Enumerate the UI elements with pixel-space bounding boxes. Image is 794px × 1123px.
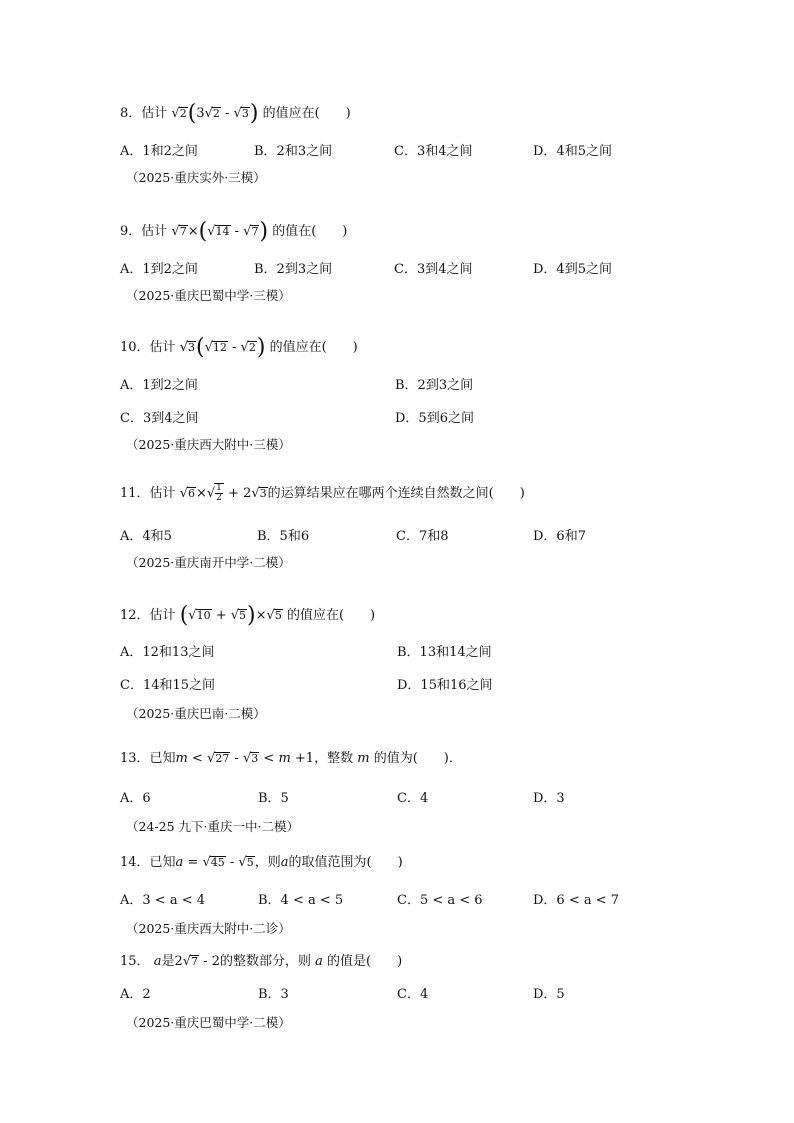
stem-prefix: 13．已知	[120, 751, 176, 766]
option-c[interactable]: C．4	[397, 791, 429, 806]
option-a[interactable]: A．6	[120, 791, 151, 806]
stem-mid: 的整数部分，则	[219, 954, 311, 969]
stem-suffix: 的值应在( )	[286, 608, 376, 623]
option-a[interactable]: A．12和13之间	[120, 645, 215, 660]
question-stem	[120, 335, 358, 360]
option-c[interactable]: C．4	[397, 987, 429, 1002]
question-stem	[120, 101, 351, 126]
variable-m: m	[357, 751, 370, 766]
option-d[interactable]: D．3	[533, 791, 565, 806]
option-d[interactable]: D．4和5之间	[533, 144, 612, 159]
stem-suffix: 的值应在( )	[269, 340, 358, 355]
option-d[interactable]: D．5	[533, 987, 565, 1002]
math-expression: m < √27 - √3 < m +1	[175, 751, 315, 766]
question-source: （2025·重庆南开中学·二模）	[126, 555, 291, 570]
option-b[interactable]: B．2到3之间	[254, 262, 333, 277]
option-a[interactable]: A．4和5	[120, 529, 172, 544]
math-expression: √3(√12 - √2)	[179, 335, 266, 360]
question-stem	[120, 747, 462, 766]
option-d[interactable]: D．5到6之间	[395, 411, 474, 426]
stem-prefix: 8．估计	[120, 106, 168, 121]
math-expression: a = √45 - √5	[175, 855, 254, 870]
variable-a: a	[280, 855, 289, 870]
math-expression: (√10 + √5)×√5	[179, 603, 282, 628]
option-a[interactable]: A．1和2之间	[120, 144, 198, 159]
question-stem	[120, 851, 403, 870]
stem-prefix: 14．已知	[120, 855, 176, 870]
stem-tail: 的取值范围为( )	[288, 855, 403, 870]
option-d[interactable]: D．6和7	[533, 529, 586, 544]
option-b[interactable]: B．5	[258, 791, 289, 806]
stem-prefix: 10．估计	[120, 340, 176, 355]
question-stem	[120, 950, 402, 969]
stem-suffix: 的值应在( )	[262, 106, 351, 121]
variable-a: a	[153, 954, 162, 969]
option-a[interactable]: A．3 < a < 4	[120, 893, 205, 908]
question-stem	[120, 219, 348, 244]
option-b[interactable]: B．13和14之间	[397, 645, 492, 660]
question-source: （2025·重庆巴南·二模）	[126, 706, 266, 721]
question-source: （2025·重庆巴蜀中学·三模）	[126, 288, 291, 303]
variable-a: a	[315, 954, 323, 969]
option-c[interactable]: C．14和15之间	[120, 678, 216, 693]
option-b[interactable]: B．2到3之间	[395, 378, 474, 393]
question-source: （24-25 九下·重庆一中·二模）	[126, 819, 299, 834]
option-b[interactable]: B．4 < a < 5	[258, 893, 344, 908]
math-expression: 2√7 - 2	[174, 954, 220, 969]
option-a[interactable]: A．1到2之间	[120, 262, 198, 277]
option-c[interactable]: C．5 < a < 6	[397, 893, 483, 908]
stem-tail: 的值为( )．	[373, 751, 462, 766]
option-d[interactable]: D．4到5之间	[533, 262, 612, 277]
stem-prefix: 12．估计	[120, 608, 176, 623]
question-source: （2025·重庆实外·三模）	[126, 170, 266, 185]
question-source: （2025·重庆西大附中·二诊）	[126, 921, 291, 936]
question-source: （2025·重庆西大附中·三模）	[126, 437, 291, 452]
stem-suffix: 的值在( )	[272, 224, 348, 239]
stem-suffix: 是	[161, 954, 175, 969]
option-b[interactable]: B．3	[258, 987, 289, 1002]
math-expression: √6×√ $\frac{1}{2}$ + 2√3	[179, 483, 267, 503]
question-stem	[120, 482, 525, 503]
option-b[interactable]: B．5和6	[257, 529, 310, 544]
stem-suffix: 的运算结果应在哪两个连续自然数之间( )	[267, 486, 525, 501]
stem-prefix: 15．	[120, 954, 150, 969]
option-c[interactable]: C．3到4之间	[394, 262, 473, 277]
math-expression: √7×(√14 - √7)	[171, 219, 269, 244]
stem-suffix: ，则	[254, 855, 281, 870]
option-d[interactable]: D．15和16之间	[397, 678, 493, 693]
stem-tail: 的值是( )	[327, 954, 403, 969]
option-c[interactable]: C．3和4之间	[394, 144, 473, 159]
stem-suffix: ，整数	[314, 751, 354, 766]
question-stem	[120, 603, 376, 628]
stem-prefix: 11．估计	[120, 486, 176, 501]
option-b[interactable]: B．2和3之间	[254, 144, 333, 159]
option-c[interactable]: C．7和8	[396, 529, 449, 544]
option-d[interactable]: D．6 < a < 7	[533, 893, 620, 908]
math-expression: √2(3√2 - √3)	[171, 101, 259, 126]
option-c[interactable]: C．3到4之间	[120, 411, 199, 426]
option-a[interactable]: A．2	[120, 987, 151, 1002]
option-a[interactable]: A．1到2之间	[120, 378, 198, 393]
stem-prefix: 9．估计	[120, 224, 168, 239]
question-source: （2025·重庆巴蜀中学·二模）	[126, 1015, 291, 1030]
